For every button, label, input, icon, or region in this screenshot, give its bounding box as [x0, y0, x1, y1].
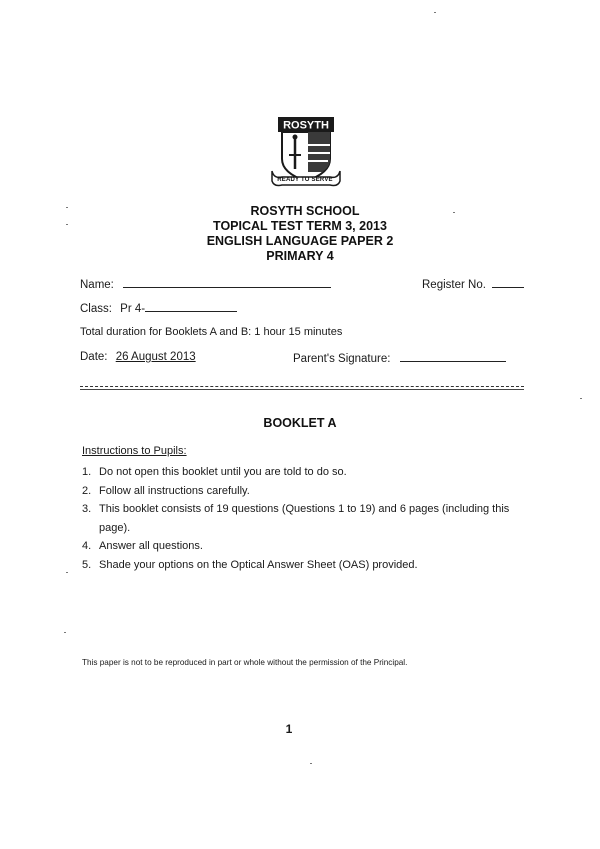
scan-speck: [453, 212, 455, 213]
scan-speck: [66, 572, 68, 573]
register-field[interactable]: [492, 277, 524, 288]
instruction-item: [82, 556, 522, 575]
instruction-text: Shade your options on the Optical Answer Sheet (OAS) provided.: [99, 558, 418, 571]
class-value: Pr 4-: [120, 303, 146, 315]
class-field[interactable]: [145, 301, 237, 312]
name-field[interactable]: [123, 277, 331, 288]
instruction-item: [82, 463, 522, 482]
level-title: PRIMARY 4: [266, 249, 334, 263]
instruction-number: 2.: [82, 484, 92, 497]
instruction-item: [82, 482, 522, 501]
date-value: 26 August 2013: [115, 351, 196, 363]
signature-label: Parent's Signature:: [293, 353, 391, 365]
instructions-title: Instructions to Pupils:: [82, 445, 187, 457]
signature-field[interactable]: [400, 351, 506, 362]
name-row: [80, 277, 331, 291]
register-label: Register No.: [422, 279, 486, 291]
instruction-number: 5.: [82, 558, 92, 571]
instruction-item: [82, 537, 522, 556]
separator-line: [80, 389, 524, 390]
name-label: Name:: [80, 279, 114, 291]
instructions-list: [82, 463, 522, 574]
school-name: ROSYTH SCHOOL: [250, 204, 360, 218]
register-row: [422, 277, 524, 291]
class-row: [80, 301, 237, 315]
instruction-item: [82, 500, 522, 537]
page-number: 1: [285, 722, 293, 736]
booklet-title: BOOKLET A: [263, 416, 337, 430]
separator-line: [80, 386, 524, 387]
date-row: [80, 351, 196, 363]
instruction-number: 3.: [82, 503, 92, 515]
instruction-number: 1.: [82, 466, 92, 478]
test-title: TOPICAL TEST TERM 3, 2013: [213, 219, 387, 233]
scan-speck: [434, 12, 436, 13]
scan-speck: [66, 207, 68, 208]
scan-speck: [310, 763, 312, 764]
crest-banner-text: ROSYTH: [283, 119, 329, 132]
copyright-notice: This paper is not to be reproduced in part or whole without the permission of the Principal.: [82, 658, 408, 667]
instruction-text: Follow all instructions carefully.: [99, 484, 250, 497]
instruction-number: 4.: [82, 540, 92, 552]
date-label: Date:: [80, 351, 108, 363]
scan-speck: [64, 632, 66, 633]
class-label: Class:: [80, 303, 112, 315]
crest-motto: READY TO SERVE: [277, 177, 333, 183]
duration-text: Total duration for Booklets A and B: 1 hour 15 minutes: [80, 326, 343, 338]
paper-title: ENGLISH LANGUAGE PAPER 2: [206, 234, 394, 248]
instruction-text: Do not open this booklet until you are told to do so.: [99, 466, 347, 478]
scan-speck: [580, 398, 582, 399]
signature-row: [293, 351, 506, 365]
instruction-text: This booklet consists of 19 questions (Questions 1 to 19) and 6 pages (including this page).: [99, 503, 510, 534]
instruction-text: Answer all questions.: [99, 540, 203, 552]
scan-speck: [66, 224, 68, 225]
exam-header: [0, 204, 600, 264]
